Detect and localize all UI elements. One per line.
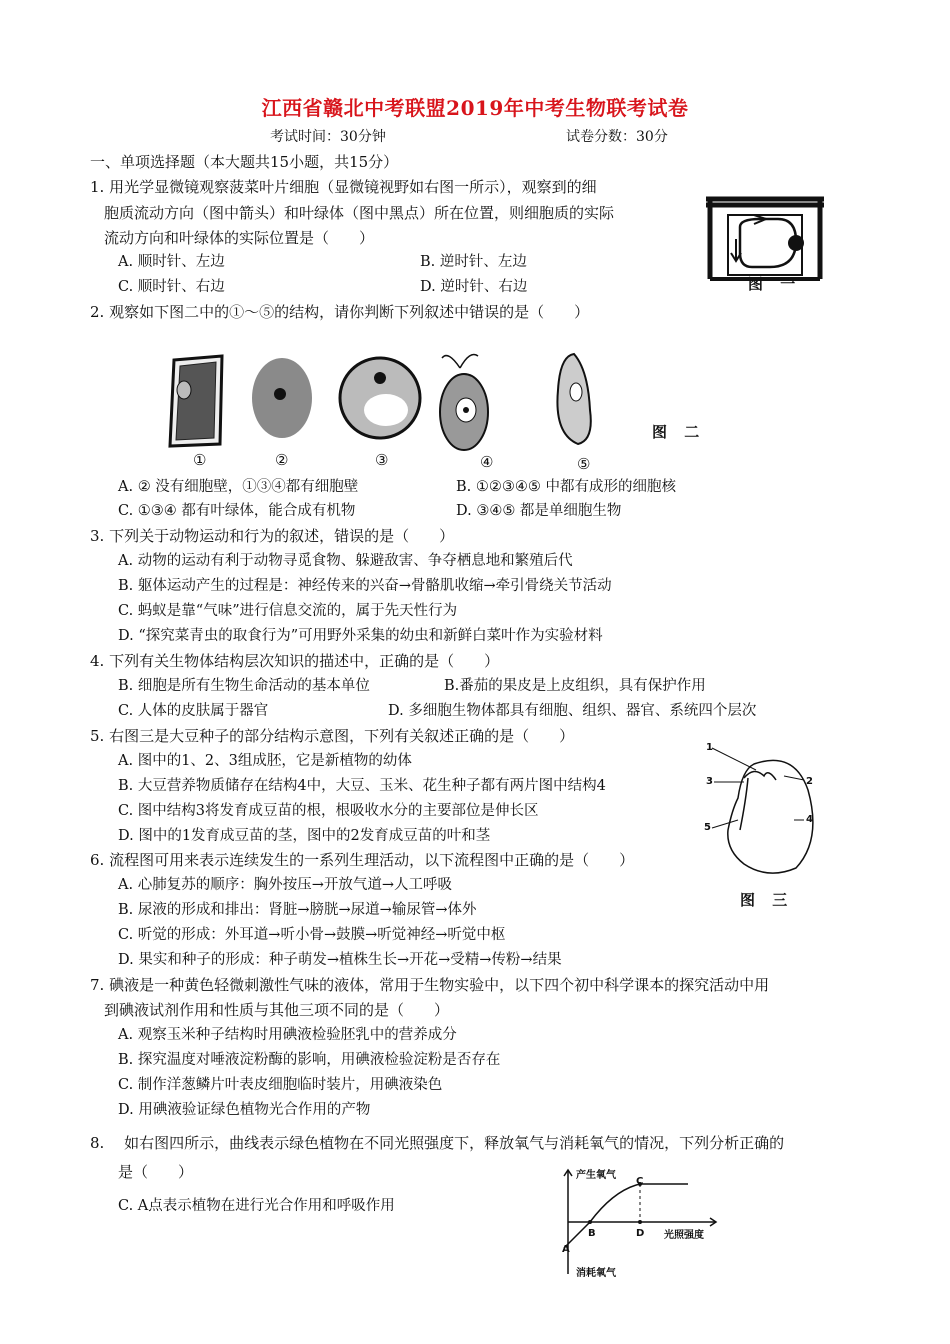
q1-line2: 胞质流动方向（图中箭头）和叶绿体（图中黑点）所在位置，则细胞质的实际 <box>104 204 615 222</box>
cell-label-4: ④ <box>480 453 494 471</box>
graph-point-d: D <box>636 1228 645 1239</box>
q2-option-a: A. ② 没有细胞壁，①③④都有细胞壁 <box>118 479 359 495</box>
q7-option-d: D. 用碘液验证绿色植物光合作用的产物 <box>118 1102 371 1118</box>
figure-1-label: 图 一 <box>748 275 802 293</box>
q6-option-b: B. 尿液的形成和排出：肾脏→膀胱→尿道→输尿管→体外 <box>118 902 477 918</box>
seed-label-4: 4 <box>806 814 813 825</box>
graph-y-bottom-label: 消耗氧气 <box>576 1268 616 1279</box>
q4-option-b1: B. 细胞是所有生物生命活动的基本单位 <box>118 678 370 694</box>
seed-label-5: 5 <box>704 822 711 833</box>
q2-option-b: B. ①②③④⑤ 中都有成形的细胞核 <box>456 479 676 495</box>
q2-option-c: C. ①③④ 都有叶绿体，能合成有机物 <box>118 503 356 519</box>
q3-option-b: B. 躯体运动产生的过程是：神经传来的兴奋→骨骼肌收缩→牵引骨绕关节活动 <box>118 578 612 594</box>
q4-option-b2: B.番茄的果皮是上皮组织，具有保护作用 <box>444 678 706 694</box>
q4-stem: 4. 下列有关生物体结构层次知识的描述中，正确的是（ ） <box>90 652 500 670</box>
q1-option-b: B. 逆时针、左边 <box>420 254 527 270</box>
graph-x-label: 光照强度 <box>664 1230 704 1241</box>
graph-point-c: C <box>636 1176 644 1187</box>
q5-option-c: C. 图中结构3将发育成豆苗的根，根吸收水分的主要部位是伸长区 <box>118 803 539 819</box>
q5-option-a: A. 图中的1、2、3组成胚，它是新植物的幼体 <box>118 753 412 769</box>
q3-option-d: D. “探究菜青虫的取食行为”可用野外采集的幼虫和新鲜白菜叶作为实验材料 <box>118 628 603 644</box>
q6-option-c: C. 听觉的形成：外耳道→听小骨→鼓膜→听觉神经→听觉中枢 <box>118 927 506 943</box>
exam-score: 试卷分数：30分 <box>566 129 668 145</box>
q2-option-d: D. ③④⑤ 都是单细胞生物 <box>456 503 622 519</box>
q8-line1: 8. 如右图四所示，曲线表示绿色植物在不同光照强度下，释放氧气与消耗氧气的情况，下列分析正确的 <box>90 1134 785 1152</box>
q7-line2: 到碘液试剂作用和性质与其他三项不同的是（ ） <box>104 1001 450 1019</box>
figure-1-microscope-cell <box>700 193 830 285</box>
exam-time: 考试时间：30分钟 <box>270 129 386 145</box>
q8-option-c: C. A点表示植物在进行光合作用和呼吸作用 <box>118 1198 395 1214</box>
seed-label-3: 3 <box>706 776 713 787</box>
page-title: 江西省赣北中考联盟2019年中考生物联考试卷 <box>261 96 689 120</box>
q7-option-a: A. 观察玉米种子结构时用碘液检验胚乳中的营养成分 <box>118 1027 457 1043</box>
figure-3-soybean-seed <box>704 740 834 880</box>
figure-2-label: 图 二 <box>652 423 706 441</box>
section-heading: 一、单项选择题（本大题共15小题，共15分） <box>90 153 399 171</box>
q3-option-a: A. 动物的运动有利于动物寻觅食物、躲避敌害、争夺栖息地和繁殖后代 <box>118 553 573 569</box>
q1-option-d: D. 逆时针、右边 <box>420 279 528 295</box>
q5-stem: 5. 右图三是大豆种子的部分结构示意图，下列有关叙述正确的是（ ） <box>90 727 575 745</box>
q5-option-d: D. 图中的1发育成豆苗的茎，图中的2发育成豆苗的叶和茎 <box>118 828 491 844</box>
cell-label-1: ① <box>193 451 207 469</box>
q7-option-b: B. 探究温度对唾液淀粉酶的影响，用碘液检验淀粉是否存在 <box>118 1052 501 1068</box>
cell-label-3: ③ <box>375 451 389 469</box>
q8-line2: 是（ ） <box>118 1163 194 1181</box>
q1-option-c: C. 顺时针、右边 <box>118 279 225 295</box>
q1-line3: 流动方向和叶绿体的实际位置是（ ） <box>104 229 375 247</box>
q5-option-b: B. 大豆营养物质储存在结构4中，大豆、玉米、花生种子都有两片图中结构4 <box>118 778 606 794</box>
cell-label-5: ⑤ <box>577 455 591 473</box>
figure-2-cells <box>160 350 620 472</box>
q2-stem: 2. 观察如下图二中的①～⑤的结构，请你判断下列叙述中错误的是（ ） <box>90 303 590 321</box>
q4-option-c: C. 人体的皮肤属于器官 <box>118 703 269 719</box>
figure-3-label: 图 三 <box>740 891 794 909</box>
seed-label-1: 1 <box>706 742 713 753</box>
q3-stem: 3. 下列关于动物运动和行为的叙述，错误的是（ ） <box>90 527 455 545</box>
cell-label-2: ② <box>275 451 289 469</box>
graph-y-top-label: 产生氧气 <box>576 1170 616 1181</box>
q3-option-c: C. 蚂蚁是靠“气味”进行信息交流的，属于先天性行为 <box>118 603 458 619</box>
graph-point-b: B <box>588 1228 596 1239</box>
seed-label-2: 2 <box>806 776 813 787</box>
q6-option-d: D. 果实和种子的形成：种子萌发→植株生长→开花→受精→传粉→结果 <box>118 952 562 968</box>
q7-option-c: C. 制作洋葱鳞片叶表皮细胞临时装片，用碘液染色 <box>118 1077 443 1093</box>
q7-line1: 7. 碘液是一种黄色轻微刺激性气味的液体，常用于生物实验中，以下四个初中科学课本的探究活动中用 <box>90 976 770 994</box>
q1-option-a: A. 顺时针、左边 <box>118 254 225 270</box>
graph-point-a: A <box>562 1244 570 1255</box>
q1-line1: 1. 用光学显微镜观察菠菜叶片细胞（显微镜视野如右图一所示），观察到的细 <box>90 178 597 196</box>
q6-stem: 6. 流程图可用来表示连续发生的一系列生理活动，以下流程图中正确的是（ ） <box>90 851 635 869</box>
q4-option-d: D. 多细胞生物体都具有细胞、组织、器官、系统四个层次 <box>388 703 757 719</box>
q6-option-a: A. 心肺复苏的顺序：胸外按压→开放气道→人工呼吸 <box>118 877 452 893</box>
